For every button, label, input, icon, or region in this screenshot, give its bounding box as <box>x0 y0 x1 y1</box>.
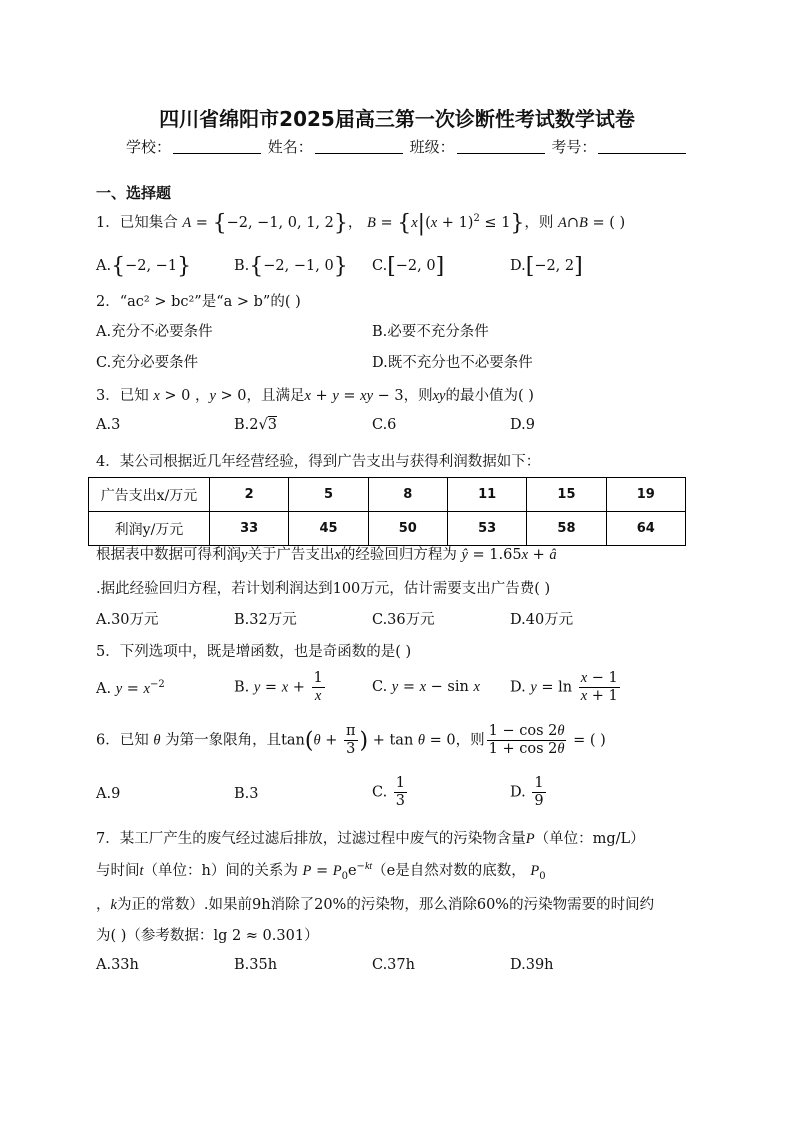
row-header-x: 广告支出x/万元 <box>89 478 210 512</box>
q1-option-d: D.[−2, 2] <box>510 254 583 279</box>
question-7: 7．某工厂产生的废气经过滤后排放，过滤过程中废气的污染物含量P（单位：mg/L） <box>96 831 645 847</box>
table-cell: 5 <box>289 478 368 512</box>
q2-option-c: C.充分必要条件 <box>96 355 199 371</box>
q4-stem: 某公司根据近几年经营经验，得到广告支出与获得利润数据如下： <box>119 454 541 470</box>
q1-then: ，则 <box>524 215 554 231</box>
q7-line-3: ，k为正的常数）.如果前9h消除了20%的污染物，那么消除60%的污染物需要的时间约 <box>96 897 655 913</box>
table-cell: 64 <box>606 512 685 546</box>
q7-option-a: A.33h <box>96 957 139 973</box>
table-cell: 53 <box>447 512 526 546</box>
q3-option-d: D.9 <box>510 417 535 433</box>
q7-option-c: C.37h <box>372 957 415 973</box>
q6-option-d: D. $\frac{1}{9}$ <box>510 775 544 809</box>
q4-regression-line: 根据表中数据可得利润y关于广告支出x的经验回归方程为 ŷ = 1.65x + â <box>96 547 557 563</box>
class-label: 班级： <box>409 138 455 156</box>
q2-option-a: A.充分不必要条件 <box>96 324 213 340</box>
q1-option-b: B.{−2, −1, 0} <box>234 254 348 279</box>
question-3: 3．已知 x > 0 ，y > 0，且满足x + y = xy − 3，则xy的最小值为( ) <box>96 388 534 404</box>
q4-question: .据此经验回归方程，若计划利润达到100万元，估计需要支出广告费( ) <box>96 581 551 597</box>
question-5: 5．下列选项中，既是增函数，也是奇函数的是( ) <box>96 644 412 660</box>
table-cell: 11 <box>447 478 526 512</box>
table-cell: 15 <box>527 478 606 512</box>
q1-number: 1． <box>96 215 120 231</box>
q1-text: 已知集合 <box>119 215 178 231</box>
school-blank <box>173 139 261 154</box>
section-heading: 一、选择题 <box>96 184 172 202</box>
table-cell: 50 <box>368 512 447 546</box>
q1-set-a: A <box>182 215 192 231</box>
q2-stem: “ac² > bc²”是“a > b”的( ) <box>119 294 301 310</box>
q4-option-c: C.36万元 <box>372 612 435 628</box>
question-4: 4．某公司根据近几年经营经验，得到广告支出与获得利润数据如下： <box>96 454 541 470</box>
q7-line-2: 与时间t（单位：h）间的关系为 $P = P_0e^{-kt}(e$是自然对数的底数， $P_0$ <box>96 861 546 882</box>
table-cell: 58 <box>527 512 606 546</box>
q5-option-b: B. y = x + $\frac{1}{x}$ <box>234 670 323 704</box>
q5-option-c: C. y = x − sin x <box>372 679 480 695</box>
class-blank <box>457 139 545 154</box>
q4-option-d: D.40万元 <box>510 612 574 628</box>
number-blank <box>598 139 686 154</box>
q5-option-d: D. y = ln $\frac{x - 1}{x + 1}$ <box>510 670 618 704</box>
q7-line-4: 为( )（参考数据：lg 2 ≈ 0.301） <box>96 928 319 944</box>
table-cell: 33 <box>210 512 289 546</box>
q6-option-c: C. $\frac{1}{3}$ <box>372 775 406 809</box>
table-row <box>89 512 686 546</box>
q1-option-a: A.{−2, −1} <box>96 254 192 279</box>
table-cell: 45 <box>289 512 368 546</box>
q6-option-b: B.3 <box>234 786 259 802</box>
q2-option-b: B.必要不充分条件 <box>372 324 489 340</box>
q3-option-a: A.3 <box>96 417 121 433</box>
table-cell: 19 <box>606 478 685 512</box>
student-info <box>126 136 688 157</box>
q3-option-c: C.6 <box>372 417 397 433</box>
school-label: 学校： <box>126 138 172 156</box>
q7-option-d: D.39h <box>510 957 554 973</box>
q6-option-a: A.9 <box>96 786 121 802</box>
q2-option-d: D.既不充分也不必要条件 <box>372 355 533 371</box>
q1-option-c: C.[−2, 0] <box>372 254 445 279</box>
q4-option-a: A.30万元 <box>96 612 159 628</box>
page-title: 四川省绵阳市2025届高三第一次诊断性考试数学试卷 <box>159 107 635 131</box>
q7-option-b: B.35h <box>234 957 278 973</box>
name-label: 姓名： <box>267 138 313 156</box>
q2-number: 2． <box>96 294 120 310</box>
number-label: 考号： <box>551 138 597 156</box>
table-cell: 8 <box>368 478 447 512</box>
q3-option-b: B.2√3 <box>234 417 277 433</box>
table-cell: 2 <box>210 478 289 512</box>
q4-option-b: B.32万元 <box>234 612 297 628</box>
question-6: 6．已知 θ 为第一象限角，且tan(θ + $\frac{\pi}{3}$ ) + tan θ = 0，则 $\frac{1 - \cos 2\theta}{1 + \cos 2\theta}$ = ( ) <box>96 723 606 757</box>
name-blank <box>315 139 403 154</box>
table-row <box>89 478 686 512</box>
question-2 <box>96 290 301 311</box>
data-table <box>88 477 686 546</box>
question-1: 1．已知集合 A = {−2, −1, 0, 1, 2}， $B = \{x|(x + 1)^2 \le 1\}$，则 A∩B = ( ) <box>96 211 626 236</box>
q5-option-a: A. $y = x^{-2}$ <box>96 679 165 697</box>
q5-stem: 下列选项中，既是增函数，也是奇函数的是( ) <box>119 644 412 660</box>
row-header-y: 利润y/万元 <box>89 512 210 546</box>
